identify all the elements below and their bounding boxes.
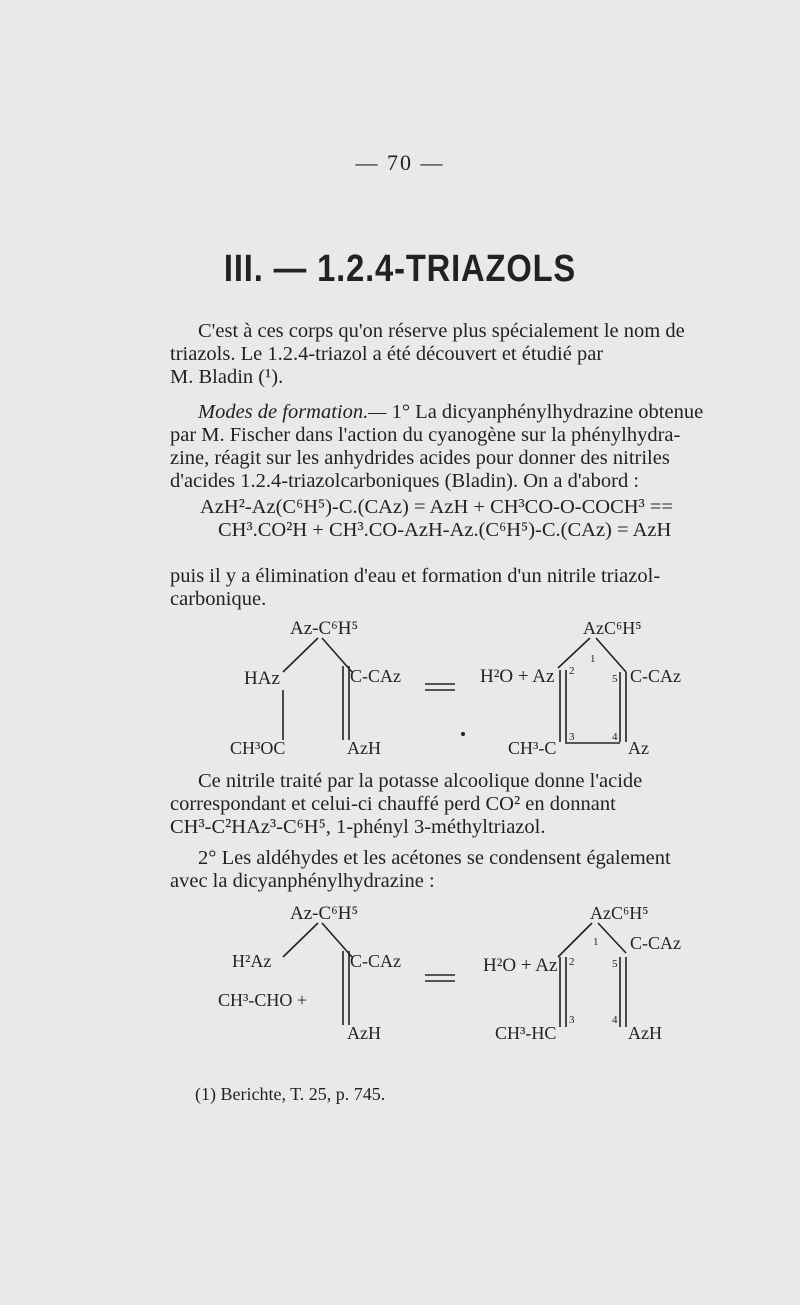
structure-diagram-1	[0, 610, 800, 780]
text-line: avec la dicyanphénylhydrazine :	[170, 870, 435, 892]
intro-paragraph	[170, 320, 730, 389]
d1-right-ch3c: CH³-C	[508, 738, 557, 758]
ring-number: 3	[569, 1014, 575, 1026]
nitrile-paragraph	[170, 770, 730, 839]
d2-left-cho: CH³-CHO +	[218, 990, 308, 1010]
d2-right-h2o: H²O + Az	[483, 955, 558, 976]
ring-number: 2	[569, 665, 575, 677]
d1-right-az: Az	[628, 738, 649, 758]
ring-number: 5	[612, 673, 618, 685]
puis-paragraph	[170, 565, 730, 611]
section-title: III. — 1.2.4-TRIAZOLS	[223, 248, 577, 290]
d2-left-azh: AzH	[347, 1023, 381, 1043]
d2-right-ch3hc: CH³-HC	[495, 1023, 557, 1043]
d2-left-ccaz: C-CAz	[350, 951, 401, 971]
ring-number: 3	[569, 731, 575, 743]
d1-right-h2o: H²O + Az	[480, 666, 555, 687]
ring-number: 4	[612, 731, 618, 743]
text-line: carbonique.	[170, 588, 267, 610]
text-line: par M. Fischer dans l'action du cyanogène sur la phénylhydra-	[170, 424, 681, 446]
d1-right-ccaz: C-CAz	[630, 666, 681, 686]
text-line: Ce nitrile traité par la potasse alcoolique donne l'acide	[198, 770, 643, 792]
ring-number: 4	[612, 1014, 618, 1026]
d1-left-hAz: HAz	[244, 668, 280, 689]
d1-left-ccaz: C-CAz	[350, 666, 401, 686]
text-line: triazols. Le 1.2.4-triazol a été découvert et étudié par	[170, 343, 604, 365]
dot-mark	[461, 732, 465, 736]
d2-right-ccaz: C-CAz	[630, 933, 681, 953]
ring-number: 5	[612, 958, 618, 970]
d1-left-ch3oc: CH³OC	[230, 738, 286, 758]
text-line: puis il y a élimination d'eau et formation d'un nitrile triazol-	[170, 565, 661, 587]
equation-line: CH³.CO²H + CH³.CO-AzH-Az.(C⁶H⁵)-C.(CAz) = AzH	[218, 519, 672, 541]
d1-left-top: Az-C⁶H⁵	[290, 618, 359, 639]
text-line: d'acides 1.2.4-triazolcarboniques (Bladin). On a d'abord :	[170, 470, 640, 492]
aldehydes-paragraph	[170, 847, 730, 893]
text-line	[170, 401, 730, 424]
equation-1	[170, 496, 730, 542]
equation-line: AzH²-Az(C⁶H⁵)-C.(CAz) = AzH + CH³CO-O-COCH³ ==	[200, 496, 673, 518]
d2-left-h2az: H²Az	[232, 951, 272, 971]
page-number: — 70 —	[355, 150, 445, 175]
text-line: zine, réagit sur les anhydrides acides pour donner des nitriles	[170, 447, 670, 469]
d1-right-top: AzC⁶H⁵	[583, 618, 642, 638]
ring-number: 1	[593, 936, 599, 948]
ring-number: 1	[590, 653, 596, 665]
modes-paragraph	[170, 401, 730, 493]
text-line: 2° Les aldéhydes et les acétones se condensent également	[198, 847, 671, 869]
text-line: M. Bladin (¹).	[170, 366, 284, 388]
d2-left-top: Az-C⁶H⁵	[290, 903, 359, 924]
d2-right-top: AzC⁶H⁵	[590, 903, 649, 923]
structure-diagram-2	[0, 895, 800, 1055]
footnote: (1) Berichte, T. 25, p. 745.	[195, 1084, 386, 1104]
text-line: CH³-C²HAz³-C⁶H⁵, 1-phényl 3-méthyltriazol.	[170, 816, 546, 838]
modes-heading: Modes de formation.—	[198, 401, 387, 423]
d2-right-azh: AzH	[628, 1023, 662, 1043]
modes-line1-rest: 1° La dicyanphénylhydrazine obtenue	[386, 401, 704, 423]
ring-number: 2	[569, 956, 575, 968]
text-line: correspondant et celui-ci chauffé perd CO² en donnant	[170, 793, 616, 815]
d1-left-azh: AzH	[347, 738, 381, 758]
text-line: C'est à ces corps qu'on réserve plus spécialement le nom de	[198, 320, 685, 342]
